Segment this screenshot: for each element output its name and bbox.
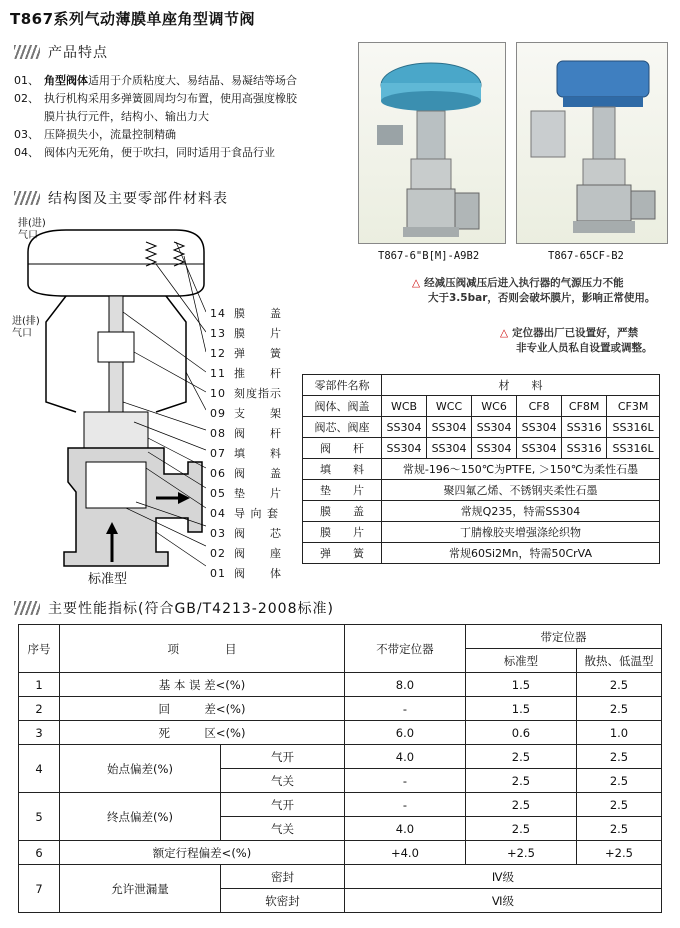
warning-icon: △	[412, 277, 421, 289]
perf-cell: 2.5	[465, 745, 576, 769]
materials-row-name: 弹 簧	[303, 543, 382, 564]
perf-cell: Ⅳ级	[344, 865, 661, 889]
perf-row	[19, 865, 662, 889]
grade-cell: WCB	[382, 396, 427, 417]
materials-row-name: 阀体、阀盖	[303, 396, 382, 417]
perf-item: 始点偏差(%)	[60, 745, 221, 793]
perf-item: 回 差<(%)	[60, 697, 345, 721]
materials-row	[303, 543, 660, 564]
perf-cell: +2.5	[576, 841, 661, 865]
part-name: 弹 簧	[234, 347, 282, 360]
perf-cell: -	[344, 793, 465, 817]
section-bars-icon	[14, 191, 40, 205]
material-cell: SS304	[472, 417, 517, 438]
part-label	[210, 405, 282, 425]
part-name: 膜 片	[234, 327, 282, 340]
part-name: 膜 盖	[234, 307, 282, 320]
valve-photo-1-illustration	[359, 43, 505, 243]
materials-row-name: 阀芯、阀座	[303, 417, 382, 438]
warning-positioner: △ 定位器出厂已设置好，严禁 非专业人员私自设置或调整。	[500, 327, 653, 354]
materials-table	[302, 374, 660, 564]
part-number: 01	[210, 567, 226, 580]
perf-cell: 2.5	[576, 793, 661, 817]
material-cell: SS316	[562, 417, 607, 438]
material-cell: SS304	[382, 438, 427, 459]
part-label	[210, 505, 282, 525]
perf-cell: 1.5	[465, 697, 576, 721]
structure-heading: 结构图及主要零部件材料表	[14, 188, 228, 208]
grade-cell: WCC	[427, 396, 472, 417]
grade-cell: CF3M	[607, 396, 660, 417]
perf-header-heat: 散热、低温型	[576, 649, 661, 673]
part-name: 刻度指示	[234, 387, 282, 400]
perf-no: 1	[19, 673, 60, 697]
grade-cell: CF8M	[562, 396, 607, 417]
page-title: T867系列气动薄膜单座角型调节阀	[10, 10, 256, 28]
valve-photo-2-illustration	[517, 43, 667, 243]
photo-1-caption: T867-6"B[M]-A9B2	[378, 250, 480, 262]
valve-photo-2	[516, 42, 668, 244]
materials-row	[303, 480, 660, 501]
perf-no: 4	[19, 745, 60, 793]
material-cell: 常规-196～150℃为PTFE, ＞150℃为柔性石墨	[382, 459, 660, 480]
grade-cell: WC6	[472, 396, 517, 417]
perf-row	[19, 793, 662, 817]
perf-no: 5	[19, 793, 60, 841]
perf-no: 7	[19, 865, 60, 913]
part-label	[210, 485, 282, 505]
part-label	[210, 565, 282, 585]
perf-sub: 气开	[221, 793, 345, 817]
feature-text: 压降损失小，流量控制精确	[44, 128, 176, 141]
perf-header-item: 项 目	[60, 625, 345, 673]
part-number: 13	[210, 327, 226, 340]
part-name: 阀 杆	[234, 427, 282, 440]
part-label	[210, 385, 282, 405]
feature-text: 执行机构采用多弹簧圆周均匀布置，使用高强度橡胶	[44, 92, 297, 105]
materials-row	[303, 501, 660, 522]
part-name: 垫 片	[234, 487, 282, 500]
material-cell: SS316L	[607, 417, 660, 438]
feature-number: 03、	[14, 128, 39, 141]
perf-header-nopos: 不带定位器	[344, 625, 465, 673]
perf-sub: 气开	[221, 745, 345, 769]
feature-item	[14, 144, 297, 162]
port-top-label: 排(进) 气口	[18, 218, 46, 241]
part-label	[210, 445, 282, 465]
perf-header-no: 序号	[19, 625, 60, 673]
part-name: 填 料	[234, 447, 282, 460]
part-label	[210, 305, 282, 325]
perf-cell: 2.5	[465, 817, 576, 841]
part-number: 03	[210, 527, 226, 540]
material-cell: SS304	[472, 438, 517, 459]
perf-row	[19, 721, 662, 745]
perf-header-pos: 带定位器	[465, 625, 661, 649]
part-number: 06	[210, 467, 226, 480]
perf-no: 3	[19, 721, 60, 745]
photo-2-caption: T867-65CF-B2	[548, 250, 624, 262]
materials-header-right: 材 料	[382, 375, 660, 396]
perf-no: 2	[19, 697, 60, 721]
perf-cell: +2.5	[465, 841, 576, 865]
feature-number: 04、	[14, 146, 39, 159]
perf-header-row	[19, 625, 662, 649]
perf-header-std: 标准型	[465, 649, 576, 673]
feature-item	[14, 126, 297, 144]
perf-cell: 4.0	[344, 817, 465, 841]
perf-row	[19, 673, 662, 697]
part-name: 阀 座	[234, 547, 282, 560]
perf-cell: 2.5	[576, 769, 661, 793]
part-label	[210, 465, 282, 485]
materials-row-name: 垫 片	[303, 480, 382, 501]
perf-cell: -	[344, 697, 465, 721]
materials-row-name: 填 料	[303, 459, 382, 480]
part-label	[210, 525, 282, 545]
features-list	[14, 72, 297, 162]
perf-cell: 2.5	[576, 697, 661, 721]
part-name: 推 杆	[234, 367, 282, 380]
part-number: 05	[210, 487, 226, 500]
materials-row-name: 膜 盖	[303, 501, 382, 522]
perf-row	[19, 841, 662, 865]
perf-cell: 2.5	[576, 673, 661, 697]
feature-number: 02、	[14, 92, 39, 105]
perf-cell: 2.5	[465, 769, 576, 793]
warning-icon: △	[500, 327, 509, 339]
material-cell: 常规60Si2Mn，特需50CrVA	[382, 543, 660, 564]
perf-cell: 1.0	[576, 721, 661, 745]
feature-number: 01、	[14, 74, 39, 87]
perf-item: 终点偏差(%)	[60, 793, 221, 841]
perf-sub: 密封	[221, 865, 345, 889]
section-bars-icon	[14, 601, 40, 615]
feature-highlight: 角型阀体	[44, 74, 88, 87]
material-cell: SS304	[517, 417, 562, 438]
material-cell: SS304	[427, 417, 472, 438]
materials-row-name: 阀 杆	[303, 438, 382, 459]
warning-pressure: △ 经减压阀减压后进入执行器的气源压力不能 大于3.5bar，否则会破坏膜片，影响正常使用。	[412, 277, 656, 304]
structure-diagram	[6, 212, 206, 592]
material-cell: SS304	[382, 417, 427, 438]
perf-item: 允许泄漏量	[60, 865, 221, 913]
part-name: 阀 芯	[234, 527, 282, 540]
part-label	[210, 365, 282, 385]
part-number: 09	[210, 407, 226, 420]
materials-row	[303, 522, 660, 543]
materials-row-name: 膜 片	[303, 522, 382, 543]
performance-table	[18, 624, 662, 913]
perf-cell: 8.0	[344, 673, 465, 697]
materials-row	[303, 438, 660, 459]
features-heading: 产品特点	[14, 42, 108, 62]
perf-cell: 4.0	[344, 745, 465, 769]
part-label	[210, 425, 282, 445]
part-name: 导 向 套	[234, 507, 279, 520]
part-label	[210, 345, 282, 365]
perf-sub: 软密封	[221, 889, 345, 913]
perf-cell: 2.5	[576, 817, 661, 841]
materials-row	[303, 417, 660, 438]
perf-cell: 6.0	[344, 721, 465, 745]
part-number: 04	[210, 507, 226, 520]
materials-grade-row	[303, 396, 660, 417]
grade-cell: CF8	[517, 396, 562, 417]
part-number: 10	[210, 387, 226, 400]
materials-header-row	[303, 375, 660, 396]
part-name: 支 架	[234, 407, 282, 420]
performance-heading: 主要性能指标(符合GB/T4213-2008标准)	[14, 598, 334, 618]
part-number: 02	[210, 547, 226, 560]
part-name: 阀 盖	[234, 467, 282, 480]
materials-row	[303, 459, 660, 480]
material-cell: 常规Q235，特需SS304	[382, 501, 660, 522]
perf-row	[19, 745, 662, 769]
perf-cell: Ⅵ级	[344, 889, 661, 913]
perf-sub: 气关	[221, 817, 345, 841]
perf-no: 6	[19, 841, 60, 865]
perf-sub: 气关	[221, 769, 345, 793]
part-label	[210, 545, 282, 565]
material-cell: 聚四氟乙烯、不锈钢夹柔性石墨	[382, 480, 660, 501]
part-number: 14	[210, 307, 226, 320]
perf-cell: 0.6	[465, 721, 576, 745]
perf-item: 额定行程偏差<(%)	[60, 841, 345, 865]
feature-item	[14, 72, 297, 90]
section-bars-icon	[14, 45, 40, 59]
port-bottom-label: 进(排) 气口	[12, 316, 40, 339]
part-number: 12	[210, 347, 226, 360]
feature-text: 阀体内无死角，便于吹扫，同时适用于食品行业	[44, 146, 275, 159]
valve-photo-1	[358, 42, 506, 244]
perf-cell: +4.0	[344, 841, 465, 865]
part-name: 阀 体	[234, 567, 282, 580]
perf-item: 死 区<(%)	[60, 721, 345, 745]
feature-item	[14, 90, 297, 108]
perf-cell: 2.5	[576, 745, 661, 769]
material-cell: SS316	[562, 438, 607, 459]
valve-cross-section	[6, 212, 206, 592]
part-label	[210, 325, 282, 345]
diagram-caption: 标准型	[88, 572, 128, 587]
material-cell: 丁腈橡胶夹增强涤纶织物	[382, 522, 660, 543]
part-number: 08	[210, 427, 226, 440]
parts-list	[210, 305, 282, 585]
feature-item	[14, 108, 297, 126]
materials-header-left: 零部件名称	[303, 375, 382, 396]
perf-cell: 1.5	[465, 673, 576, 697]
perf-cell: -	[344, 769, 465, 793]
part-number: 07	[210, 447, 226, 460]
perf-cell: 2.5	[465, 793, 576, 817]
feature-text: 膜片执行元件，结构小、输出力大	[44, 110, 209, 123]
perf-item: 基 本 误 差<(%)	[60, 673, 345, 697]
material-cell: SS304	[427, 438, 472, 459]
part-number: 11	[210, 367, 226, 380]
material-cell: SS316L	[607, 438, 660, 459]
feature-text: 适用于介质粘度大、易结晶、易凝结等场合	[88, 74, 297, 87]
material-cell: SS304	[517, 438, 562, 459]
perf-row	[19, 697, 662, 721]
